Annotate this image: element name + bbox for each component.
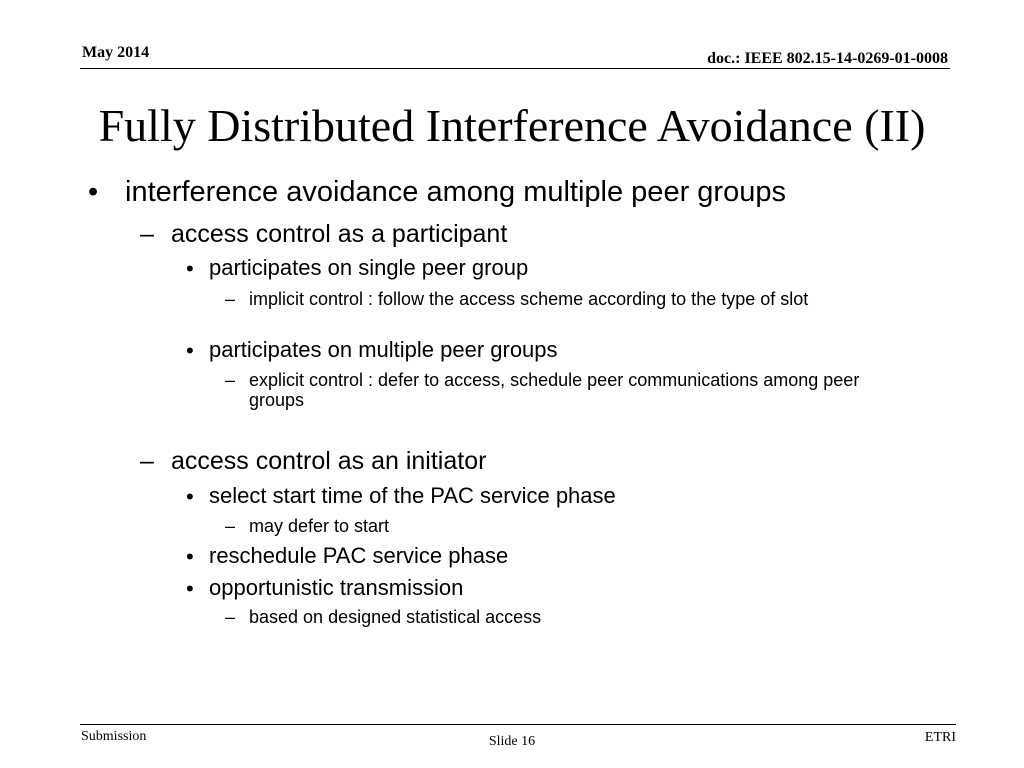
footer-divider	[80, 724, 956, 725]
bullet-level3: opportunistic transmission	[209, 575, 464, 600]
bullet-level3: reschedule PAC service phase	[209, 543, 509, 568]
footer-organization: ETRI	[924, 730, 956, 745]
bullet-level4: implicit control : follow the access scheme according to the type of slot	[249, 289, 809, 309]
bullet-level4: based on designed statistical access	[249, 607, 542, 627]
bullet-dot-marker: •	[88, 176, 99, 208]
bullet-level3: participates on multiple peer groups	[209, 337, 558, 362]
bullet-level2: access control as an initiator	[171, 447, 487, 475]
bullet-level4: may defer to start	[249, 516, 390, 536]
bullet-dash-marker: –	[225, 289, 236, 309]
bullet-dash-marker: –	[225, 370, 236, 390]
slide-title: Fully Distributed Interference Avoidance (II)	[98, 100, 926, 151]
bullet-level3: select start time of the PAC service phase	[209, 483, 616, 508]
bullet-dash-marker: –	[225, 607, 236, 627]
bullet-dash-marker: –	[140, 447, 154, 475]
footer-slide-number: Slide 16	[488, 734, 536, 749]
header-doc-id: doc.: IEEE 802.15-14-0269-01-0008	[707, 50, 948, 67]
bullet-dash-marker: –	[140, 220, 154, 248]
footer-submission: Submission	[81, 729, 147, 744]
header-date: May 2014	[82, 44, 150, 61]
bullet-level1: interference avoidance among multiple peer groups	[125, 176, 786, 208]
bullet-dot-marker: •	[186, 484, 194, 509]
bullet-dot-marker: •	[186, 338, 194, 363]
bullet-dot-marker: •	[186, 576, 194, 601]
bullet-level2: access control as a participant	[171, 220, 508, 248]
header-divider	[80, 68, 950, 69]
bullet-level4: explicit control : defer to access, schedule peer communications among peer groups	[249, 370, 860, 411]
bullet-dash-marker: –	[225, 516, 236, 536]
bullet-dot-marker: •	[186, 544, 194, 569]
bullet-level3: participates on single peer group	[209, 255, 529, 280]
bullet-dot-marker: •	[186, 256, 194, 281]
